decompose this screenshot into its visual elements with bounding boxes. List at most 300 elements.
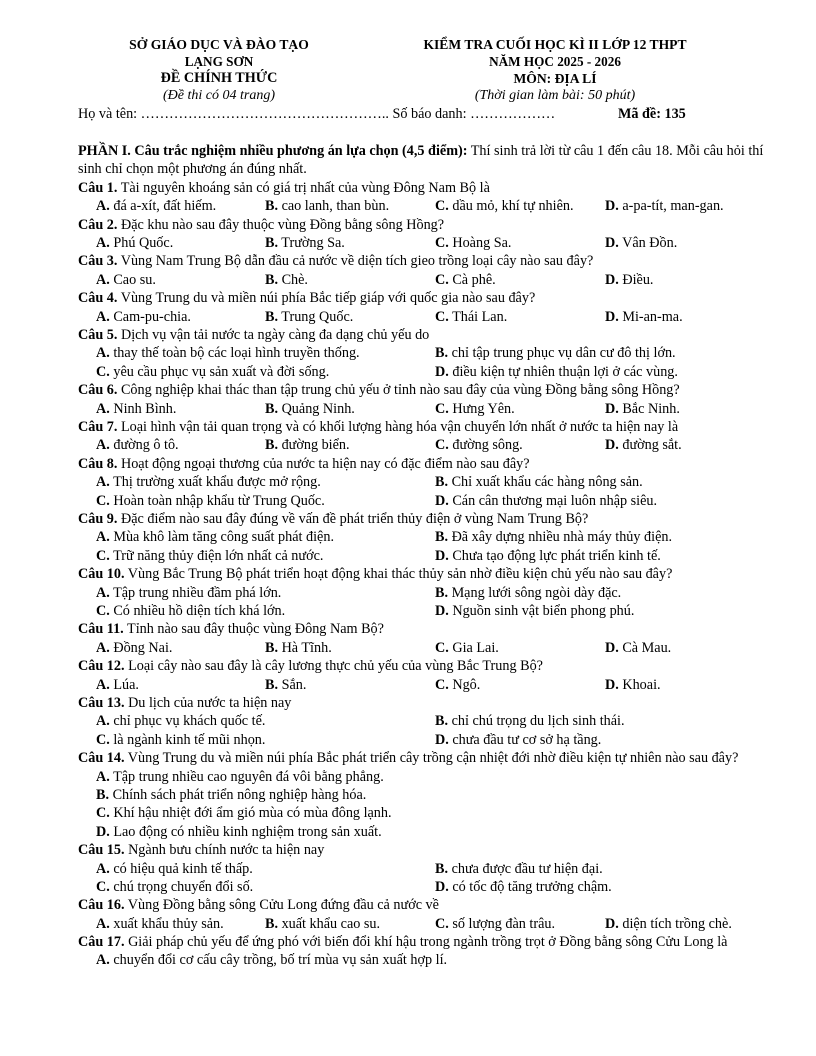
question-item: [78, 620, 778, 657]
option-row: [78, 528, 778, 546]
option-text: đường sắt.: [618, 437, 682, 454]
option-text: chuyển đổi cơ cấu cây trồng, bố trí mùa vụ sản xuất hợp lí.: [109, 952, 448, 969]
answer-option: [96, 731, 265, 749]
question-item: [78, 252, 778, 289]
option-letter: C.: [96, 731, 110, 748]
option-text: có tốc độ tăng trưởng chậm.: [448, 878, 612, 895]
option-row: [78, 915, 778, 933]
answer-option: [96, 878, 253, 896]
answer-option: [96, 436, 179, 454]
answer-option: [435, 639, 499, 657]
option-letter: A.: [96, 474, 110, 491]
option-text: Nguồn sinh vật biển phong phú.: [448, 602, 635, 619]
answer-option: [435, 400, 515, 418]
option-text: Trữ năng thủy điện lớn nhất cả nước.: [109, 547, 324, 564]
answer-option: [435, 915, 555, 933]
answer-option: [96, 492, 325, 510]
option-letter: D.: [605, 676, 619, 693]
question-stem: [78, 510, 778, 528]
option-text: Hà Tĩnh.: [278, 639, 332, 656]
option-letter: D.: [435, 492, 449, 509]
option-text: Trung Quốc.: [278, 308, 354, 325]
option-text: chưa đầu tư cơ sở hạ tầng.: [448, 731, 602, 748]
answer-option: [265, 400, 355, 418]
part-one-instruction: Thí sinh trả lời từ câu 1 đến câu 18. Mỗi câu hỏi thí sinh chỉ chọn một phương án đúng nhất.: [78, 143, 764, 178]
question-number: Câu 13.: [78, 694, 125, 711]
option-letter: B.: [435, 713, 449, 730]
option-text: Cam-pu-chia.: [109, 308, 191, 325]
option-letter: D.: [605, 271, 619, 288]
option-letter: A.: [96, 584, 110, 601]
answer-option: [265, 676, 306, 694]
question-text: Tỉnh nào sau đây thuộc vùng Đông Nam Bộ?: [123, 621, 384, 638]
option-text: chỉ chú trọng du lịch sinh thái.: [448, 713, 625, 730]
option-letter: A.: [96, 713, 110, 730]
answer-option: [265, 436, 350, 454]
option-letter: C.: [435, 915, 449, 932]
question-item: [78, 510, 778, 565]
option-letter: B.: [435, 529, 449, 546]
option-row: [78, 639, 778, 657]
answer-option: [96, 676, 139, 694]
option-letter: B.: [435, 474, 449, 491]
question-item: [78, 933, 778, 970]
question-number: Câu 16.: [78, 897, 125, 914]
question-number: Câu 8.: [78, 455, 118, 472]
option-letter: C.: [96, 602, 110, 619]
answer-option: [96, 197, 216, 215]
option-letter: A.: [96, 308, 110, 325]
option-letter: D.: [605, 915, 619, 932]
option-text: Đã xây dựng nhiều nhà máy thủy điện.: [448, 529, 673, 546]
question-text: Giải pháp chủ yếu để ứng phó với biến đổi khí hậu trong ngành trồng trọt ở Đồng bằng sông Cửu Long là: [124, 934, 728, 951]
option-text: Thị trường xuất khẩu được mở rộng.: [109, 474, 321, 491]
option-text: Cao su.: [109, 271, 156, 288]
answer-option: [435, 363, 678, 381]
answer-option: [435, 602, 634, 620]
question-number: Câu 2.: [78, 216, 118, 233]
question-stem: [78, 326, 778, 344]
answer-option: [96, 860, 253, 878]
answer-option: [96, 602, 285, 620]
question-text: Đặc điểm nào sau đây đúng về vấn đề phát triển thủy điện ở vùng Nam Trung Bộ?: [117, 510, 589, 527]
answer-option: [435, 712, 625, 730]
answer-option: [96, 271, 156, 289]
answer-option: [265, 271, 308, 289]
option-text: chú trọng chuyển đổi số.: [109, 878, 254, 895]
answer-option: [265, 197, 389, 215]
option-text: yêu cầu phục vụ sản xuất và đời sống.: [109, 363, 330, 380]
option-letter: B.: [265, 271, 279, 288]
header-right: [392, 36, 718, 104]
answer-option: [435, 878, 612, 896]
question-text: Du lịch của nước ta hiện nay: [124, 694, 292, 711]
question-item: [78, 179, 778, 216]
question-number: Câu 12.: [78, 658, 125, 675]
answer-option: [435, 860, 603, 878]
question-stem: [78, 216, 778, 234]
question-number: Câu 14.: [78, 750, 125, 767]
option-text: Phú Quốc.: [109, 235, 174, 252]
student-name-field: Họ và tên: …………………………………………….. Số báo danh: ………………: [78, 106, 556, 122]
answer-option: [435, 547, 661, 565]
option-letter: A.: [96, 676, 110, 693]
option-text: Hưng Yên.: [448, 400, 515, 417]
option-row: [78, 584, 778, 602]
question-item: [78, 896, 778, 933]
option-text: Khoai.: [618, 676, 661, 693]
option-text: đường ô tô.: [109, 437, 179, 454]
option-text: đường sông.: [448, 437, 523, 454]
answer-option: [605, 676, 661, 694]
option-letter: C.: [435, 198, 449, 215]
question-item: [78, 749, 778, 841]
option-row: [78, 602, 778, 620]
question-item: [78, 216, 778, 253]
answer-option: [435, 234, 511, 252]
option-text: đá a-xít, đất hiếm.: [109, 198, 217, 215]
question-number: Câu 10.: [78, 566, 125, 583]
option-row: [78, 878, 778, 896]
answer-option: [435, 584, 621, 602]
option-text: Quảng Ninh.: [278, 400, 355, 417]
answer-option: [435, 271, 496, 289]
option-text: Tập trung nhiều cao nguyên đá vôi bằng phẳng.: [109, 768, 384, 785]
page-count-note: (Đề thi có 04 trang): [163, 88, 275, 103]
option-text: xuất khẩu thủy sản.: [109, 915, 224, 932]
option-letter: C.: [96, 547, 110, 564]
answer-option: [78, 786, 778, 804]
question-list: [78, 179, 778, 970]
option-text: Hoàn toàn nhập khẩu từ Trung Quốc.: [109, 492, 325, 509]
question-stem: [78, 933, 778, 951]
part-one-heading: [78, 142, 778, 179]
question-item: [78, 565, 778, 620]
option-text: Chính sách phát triển nông nghiệp hàng hóa.: [109, 786, 367, 803]
option-letter: A.: [96, 437, 110, 454]
answer-option: [96, 915, 224, 933]
school-year: NĂM HỌC 2025 - 2026: [489, 54, 621, 69]
answer-option: [435, 473, 643, 491]
option-text: Lúa.: [109, 676, 139, 693]
question-number: Câu 7.: [78, 418, 118, 435]
exam-content: [78, 142, 778, 970]
option-text: chưa được đầu tư hiện đại.: [448, 860, 603, 877]
answer-option: [96, 639, 172, 657]
option-text: Mi-an-ma.: [618, 308, 683, 325]
answer-option: [78, 768, 778, 786]
option-text: Ninh Bình.: [109, 400, 177, 417]
option-text: Cán cân thương mại luôn nhập siêu.: [448, 492, 658, 509]
option-row: [78, 676, 778, 694]
option-text: Điều.: [618, 271, 654, 288]
question-item: [78, 381, 778, 418]
option-text: Trường Sa.: [278, 235, 345, 252]
question-item: [78, 657, 778, 694]
option-text: Lao động có nhiều kinh nghiệm trong sản xuất.: [109, 823, 382, 840]
question-item: [78, 418, 778, 455]
option-row: [78, 234, 778, 252]
option-letter: B.: [435, 584, 449, 601]
question-text: Vùng Đồng bằng sông Cửu Long đứng đầu cả nước về: [124, 897, 439, 914]
answer-option: [78, 951, 778, 969]
question-stem: [78, 252, 778, 270]
question-stem: [78, 657, 778, 675]
option-letter: B.: [265, 400, 279, 417]
option-text: Mạng lưới sông ngòi dày đặc.: [448, 584, 622, 601]
question-text: Hoạt động ngoại thương của nước ta hiện nay có đặc điểm nào sau đây?: [117, 455, 530, 472]
option-text: Thái Lan.: [448, 308, 508, 325]
option-text: Khí hậu nhiệt đới ẩm gió mùa có mùa đông lạnh.: [109, 805, 392, 822]
option-row: [78, 271, 778, 289]
option-letter: C.: [96, 805, 110, 822]
answer-option: [435, 676, 480, 694]
question-text: Ngành bưu chính nước ta hiện nay: [124, 842, 325, 859]
question-text: Vùng Trung du và miền núi phía Bắc phát triển cây trồng cận nhiệt đới nhờ điều kiện tự nhiên nào sau đây?: [124, 750, 739, 767]
answer-option: [96, 363, 329, 381]
question-stem: [78, 749, 778, 767]
option-letter: B.: [265, 235, 279, 252]
answer-option: [605, 197, 724, 215]
option-text: Mùa khô làm tăng công suất phát điện.: [109, 529, 334, 546]
option-text: Bắc Ninh.: [618, 400, 680, 417]
option-letter: C.: [435, 235, 449, 252]
option-letter: C.: [435, 437, 449, 454]
option-text: a-pa-tít, man-gan.: [618, 198, 724, 215]
option-text: Cà phê.: [448, 271, 496, 288]
question-item: [78, 289, 778, 326]
option-letter: D.: [605, 400, 619, 417]
question-number: Câu 11.: [78, 621, 124, 638]
option-row: [78, 436, 778, 454]
option-letter: D.: [435, 363, 449, 380]
option-letter: B.: [435, 345, 449, 362]
answer-option: [265, 234, 345, 252]
answer-option: [96, 712, 265, 730]
answer-option: [265, 639, 332, 657]
option-letter: C.: [435, 400, 449, 417]
option-text: Ngô.: [448, 676, 481, 693]
option-text: đường biển.: [278, 437, 350, 454]
student-info-line: [78, 106, 778, 126]
option-row: [78, 308, 778, 326]
option-text: chỉ tập trung phục vụ dân cư đô thị lớn.: [448, 345, 676, 362]
option-letter: A.: [96, 915, 110, 932]
question-number: Câu 1.: [78, 179, 118, 196]
option-letter: D.: [96, 823, 110, 840]
answer-option: [435, 344, 676, 362]
question-stem: [78, 418, 778, 436]
option-text: Hoàng Sa.: [448, 235, 512, 252]
header-left: [78, 36, 360, 104]
option-letter: A.: [96, 639, 110, 656]
answer-option: [78, 823, 778, 841]
option-letter: B.: [265, 639, 279, 656]
answer-option: [435, 308, 507, 326]
option-letter: D.: [605, 437, 619, 454]
answer-option: [96, 547, 323, 565]
option-text: Cà Mau.: [618, 639, 672, 656]
question-stem: [78, 455, 778, 473]
question-text: Công nghiệp khai thác than tập trung chủ yếu ở tỉnh nào sau đây của vùng Đồng bằng sông Hồng?: [117, 382, 680, 399]
option-text: Chè.: [278, 271, 308, 288]
answer-option: [435, 528, 672, 546]
option-letter: D.: [435, 731, 449, 748]
question-item: [78, 694, 778, 749]
option-text: Tập trung nhiều đầm phá lớn.: [109, 584, 282, 601]
option-text: diện tích trồng chè.: [618, 915, 732, 932]
option-letter: B.: [265, 198, 279, 215]
question-number: Câu 4.: [78, 290, 118, 307]
option-letter: B.: [265, 437, 279, 454]
option-text: Gia Lai.: [448, 639, 499, 656]
answer-option: [96, 234, 173, 252]
option-row: [78, 400, 778, 418]
answer-option: [605, 271, 653, 289]
answer-option: [435, 731, 601, 749]
answer-option: [265, 308, 353, 326]
answer-option: [605, 639, 671, 657]
part-one-title: PHẦN I. Câu trắc nghiệm nhiều phương án lựa chọn (4,5 điểm):: [78, 143, 468, 159]
option-text: thay thế toàn bộ các loại hình truyền thống.: [109, 345, 360, 362]
option-row: [78, 547, 778, 565]
question-number: Câu 15.: [78, 842, 125, 859]
option-letter: A.: [96, 271, 110, 288]
answer-option: [605, 915, 732, 933]
answer-option: [605, 308, 683, 326]
option-letter: D.: [605, 308, 619, 325]
question-item: [78, 326, 778, 381]
question-stem: [78, 841, 778, 859]
option-letter: D.: [435, 547, 449, 564]
option-letter: A.: [96, 235, 110, 252]
answer-option: [265, 915, 380, 933]
option-letter: C.: [435, 308, 449, 325]
option-text: Chưa tạo động lực phát triển kinh tế.: [448, 547, 661, 564]
option-text: xuất khẩu cao su.: [278, 915, 381, 932]
option-letter: A.: [96, 345, 110, 362]
option-letter: C.: [435, 639, 449, 656]
question-number: Câu 3.: [78, 253, 118, 270]
answer-option: [96, 584, 281, 602]
option-text: dầu mỏ, khí tự nhiên.: [448, 198, 574, 215]
question-item: [78, 455, 778, 510]
option-letter: A.: [96, 860, 110, 877]
time-limit: (Thời gian làm bài: 50 phút): [474, 88, 636, 103]
option-row: [78, 344, 778, 362]
option-text: có hiệu quả kinh tế thấp.: [109, 860, 253, 877]
answer-option: [435, 492, 657, 510]
option-text: cao lanh, than bùn.: [278, 198, 390, 215]
option-text: Sắn.: [278, 676, 307, 693]
option-row: [78, 197, 778, 215]
option-letter: D.: [435, 602, 449, 619]
answer-option: [605, 400, 680, 418]
option-letter: A.: [96, 400, 110, 417]
question-stem: [78, 289, 778, 307]
question-text: Vùng Bắc Trung Bộ phát triển hoạt động khai thác thủy sản nhờ điều kiện chủ yếu nào sau đây?: [124, 566, 673, 583]
answer-option: [96, 473, 321, 491]
option-letter: B.: [265, 915, 279, 932]
answer-option: [96, 308, 191, 326]
option-letter: A.: [96, 529, 110, 546]
option-letter: B.: [265, 308, 279, 325]
option-letter: B.: [435, 860, 449, 877]
question-number: Câu 9.: [78, 510, 118, 527]
official-label: ĐỀ CHÍNH THỨC: [160, 70, 278, 86]
question-stem: [78, 565, 778, 583]
question-stem: [78, 620, 778, 638]
option-letter: D.: [605, 639, 619, 656]
question-text: Đặc khu nào sau đây thuộc vùng Đồng bằng sông Hồng?: [117, 216, 445, 233]
question-text: Tài nguyên khoáng sản có giá trị nhất của vùng Đông Nam Bộ là: [117, 179, 490, 196]
answer-option: [96, 344, 360, 362]
option-row: [78, 473, 778, 491]
option-text: điều kiện tự nhiên thuận lợi ở các vùng.: [448, 363, 678, 380]
option-letter: A.: [96, 952, 110, 969]
question-text: Dịch vụ vận tải nước ta ngày càng đa dạng chủ yếu do: [117, 327, 430, 343]
option-text: chỉ phục vụ khách quốc tế.: [109, 713, 266, 730]
option-letter: C.: [96, 878, 110, 895]
option-row: [78, 363, 778, 381]
question-number: Câu 5.: [78, 327, 118, 343]
exam-code: Mã đề: 135: [618, 106, 686, 122]
option-letter: D.: [605, 235, 619, 252]
province-name: LẠNG SƠN: [184, 54, 254, 69]
option-row: [78, 860, 778, 878]
question-stem: [78, 179, 778, 197]
option-row: [78, 492, 778, 510]
question-text: Vùng Trung du và miền núi phía Bắc tiếp giáp với quốc gia nào sau đây?: [117, 290, 536, 307]
option-letter: C.: [435, 271, 449, 288]
option-text: là ngành kinh tế mũi nhọn.: [109, 731, 266, 748]
option-letter: B.: [96, 786, 110, 803]
option-letter: A.: [96, 768, 110, 785]
option-letter: D.: [435, 878, 449, 895]
option-letter: B.: [265, 676, 279, 693]
option-letter: D.: [605, 198, 619, 215]
answer-option: [605, 234, 677, 252]
exam-title: KIỂM TRA CUỐI HỌC KÌ II LỚP 12 THPT: [423, 37, 687, 52]
option-row: [78, 731, 778, 749]
question-text: Vùng Nam Trung Bộ dẫn đầu cả nước về diện tích gieo trồng loại cây nào sau đây?: [117, 253, 594, 270]
option-letter: C.: [96, 492, 110, 509]
question-text: Loại hình vận tải quan trọng và có khối lượng hàng hóa vận chuyển lớn nhất ở nước ta hiện nay là: [117, 418, 679, 435]
subject: MÔN: ĐỊA LÍ: [513, 71, 597, 86]
answer-option: [96, 528, 334, 546]
question-number: Câu 17.: [78, 934, 125, 951]
answer-option: [435, 436, 523, 454]
option-row: [78, 712, 778, 730]
option-text: số lượng đàn trâu.: [448, 915, 556, 932]
question-item: [78, 841, 778, 896]
question-stem: [78, 694, 778, 712]
question-text: Loại cây nào sau đây là cây lương thực chủ yếu của vùng Bắc Trung Bộ?: [124, 658, 543, 675]
question-number: Câu 6.: [78, 382, 118, 399]
department-name: SỞ GIÁO DỤC VÀ ĐÀO TẠO: [129, 37, 309, 52]
answer-option: [78, 804, 778, 822]
option-letter: A.: [96, 198, 110, 215]
option-text: Có nhiều hồ diện tích khá lớn.: [109, 602, 286, 619]
option-text: Vân Đồn.: [618, 235, 678, 252]
answer-option: [605, 436, 682, 454]
option-letter: C.: [96, 363, 110, 380]
option-text: Đồng Nai.: [109, 639, 173, 656]
option-letter: C.: [435, 676, 449, 693]
question-stem: [78, 896, 778, 914]
option-text: Chỉ xuất khẩu các hàng nông sản.: [448, 474, 643, 491]
question-stem: [78, 381, 778, 399]
